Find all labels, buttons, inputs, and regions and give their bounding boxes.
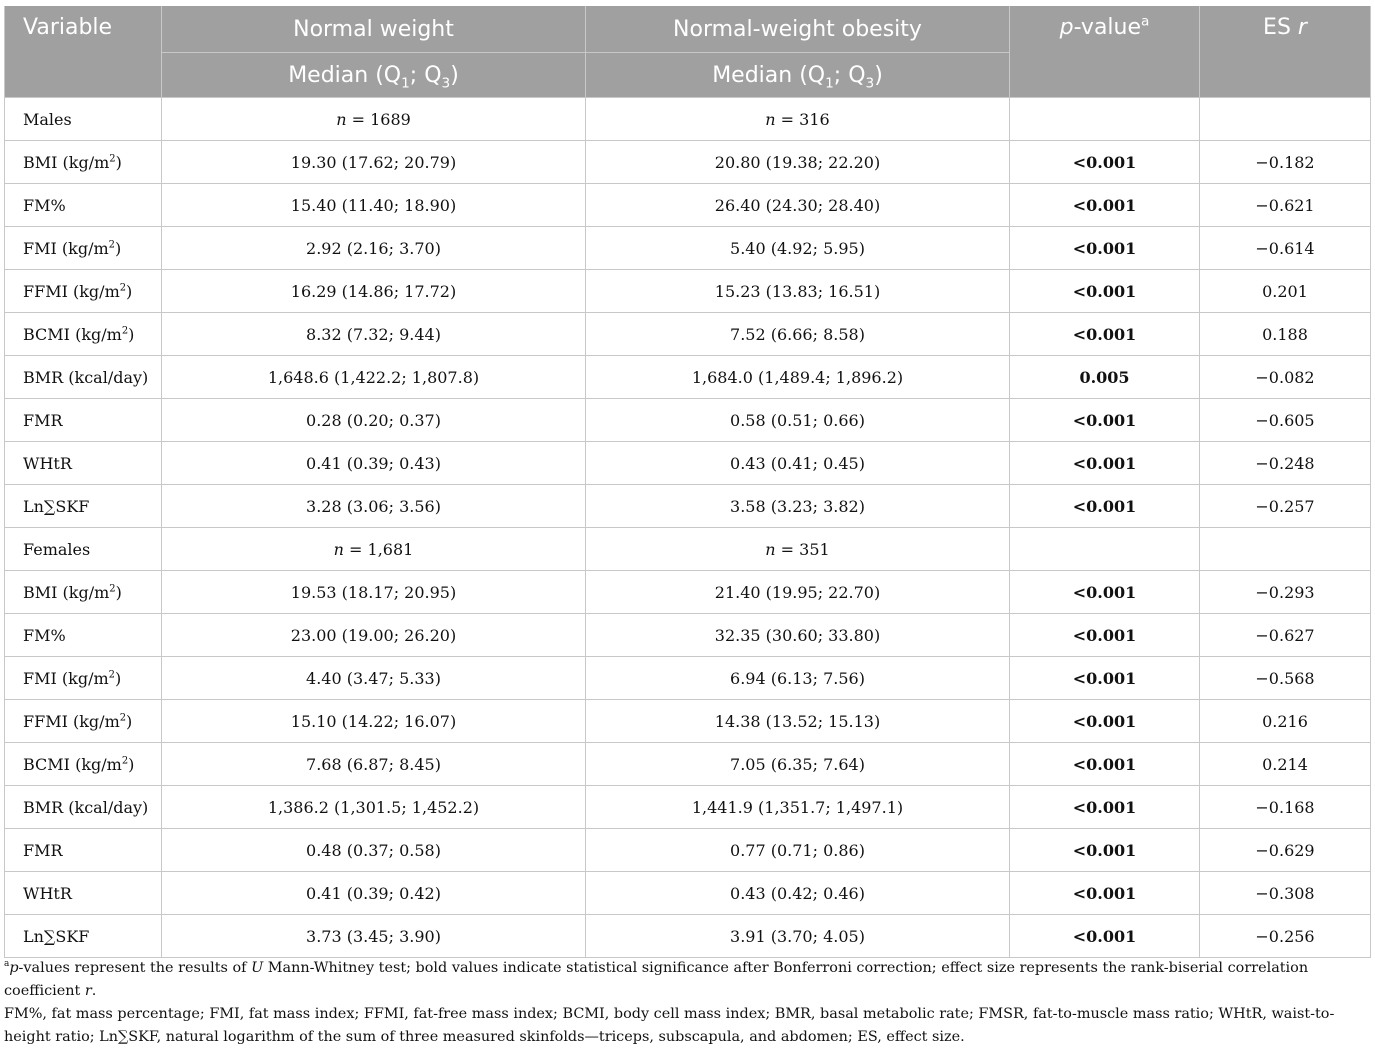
normal-weight-value: 0.41 (0.39; 0.43): [162, 442, 586, 485]
p-value: <0.001: [1010, 743, 1200, 786]
table-header: [5, 6, 1371, 98]
table-row: [5, 184, 1371, 227]
normal-weight-value: 15.10 (14.22; 16.07): [162, 700, 586, 743]
effect-size: −0.308: [1200, 872, 1371, 915]
variable-name: BMI $(kg/m^2)$: [5, 571, 162, 614]
effect-size: −0.568: [1200, 657, 1371, 700]
variable-name: BMR (kcal/day): [5, 786, 162, 829]
effect-size: 0.214: [1200, 743, 1371, 786]
nwo-value: 3.58 (3.23; 3.82): [586, 485, 1010, 528]
effect-size: −0.293: [1200, 571, 1371, 614]
table-row: [5, 399, 1371, 442]
p-value: <0.001: [1010, 227, 1200, 270]
p-value: <0.001: [1010, 571, 1200, 614]
empty-cell: [1200, 98, 1371, 141]
normal-weight-value: 16.29 (14.86; 17.72): [162, 270, 586, 313]
variable-name: FM%: [5, 614, 162, 657]
results-table-container: [4, 6, 1370, 958]
nwo-value: 0.43 (0.41; 0.45): [586, 442, 1010, 485]
section-label: Males: [5, 98, 162, 141]
table-row: [5, 485, 1371, 528]
header-variable: Variable: [5, 6, 162, 98]
sample-size: n = 316: [586, 98, 1010, 141]
normal-weight-value: 7.68 (6.87; 8.45): [162, 743, 586, 786]
normal-weight-value: 2.92 (2.16; 3.70): [162, 227, 586, 270]
p-value: <0.001: [1010, 485, 1200, 528]
header-median-nw: Median ($Q_1$; $Q_3$): [162, 53, 586, 98]
variable-name: BMI $(kg/m^2)$: [5, 141, 162, 184]
normal-weight-value: 0.48 (0.37; 0.58): [162, 829, 586, 872]
table-row: [5, 270, 1371, 313]
nwo-value: 0.58 (0.51; 0.66): [586, 399, 1010, 442]
sample-size: n = 1689: [162, 98, 586, 141]
table-row: [5, 227, 1371, 270]
normal-weight-value: 0.41 (0.39; 0.42): [162, 872, 586, 915]
effect-size: −0.627: [1200, 614, 1371, 657]
variable-name: FMR: [5, 399, 162, 442]
header-p-value: p-value$^a$: [1010, 6, 1200, 98]
footnote-line-1: $^a$p-values represent the results of U Mann-Whitney test; bold values indicate statistical significance after Bonferroni correction; effect size represents the rank-biserial correlation coefficient r.: [4, 959, 1309, 999]
sample-size: n = 351: [586, 528, 1010, 571]
table-row: [5, 657, 1371, 700]
effect-size: −0.605: [1200, 399, 1371, 442]
variable-name: FMI $(kg/m^2)$: [5, 227, 162, 270]
nwo-value: 15.23 (13.83; 16.51): [586, 270, 1010, 313]
nwo-value: 20.80 (19.38; 22.20): [586, 141, 1010, 184]
nwo-value: 1,684.0 (1,489.4; 1,896.2): [586, 356, 1010, 399]
p-value: <0.001: [1010, 614, 1200, 657]
footnote-abbreviations: FM%, fat mass percentage; FMI, fat mass index; FFMI, fat-free mass index; BCMI, body cell mass index; BMR, basal metabolic rate; FMSR, fat-to-muscle mass ratio; WHtR, waist-to-height ratio; Ln∑SKF, natural logarithm of the sum of three measured skinfolds—triceps, subscapula, and abdomen; ES, effect size.: [4, 1006, 1335, 1045]
nwo-value: 5.40 (4.92; 5.95): [586, 227, 1010, 270]
p-value: <0.001: [1010, 657, 1200, 700]
p-value: <0.001: [1010, 184, 1200, 227]
effect-size: −0.614: [1200, 227, 1371, 270]
effect-size: 0.188: [1200, 313, 1371, 356]
normal-weight-value: 3.73 (3.45; 3.90): [162, 915, 586, 958]
variable-name: BCMI $(kg/m^2)$: [5, 743, 162, 786]
p-value: <0.001: [1010, 270, 1200, 313]
p-value: 0.005: [1010, 356, 1200, 399]
table-row: [5, 356, 1371, 399]
effect-size: 0.201: [1200, 270, 1371, 313]
table-row: [5, 571, 1371, 614]
nwo-value: 0.43 (0.42; 0.46): [586, 872, 1010, 915]
table-row: [5, 872, 1371, 915]
effect-size: −0.182: [1200, 141, 1371, 184]
table-row: [5, 614, 1371, 657]
normal-weight-value: 0.28 (0.20; 0.37): [162, 399, 586, 442]
header-normal-weight: Normal weight: [162, 6, 586, 53]
effect-size: −0.256: [1200, 915, 1371, 958]
variable-name: WHtR: [5, 442, 162, 485]
variable-name: WHtR: [5, 872, 162, 915]
effect-size: −0.082: [1200, 356, 1371, 399]
p-value: <0.001: [1010, 872, 1200, 915]
table-row: [5, 829, 1371, 872]
nwo-value: 14.38 (13.52; 15.13): [586, 700, 1010, 743]
normal-weight-value: 23.00 (19.00; 26.20): [162, 614, 586, 657]
header-median-nwo: Median ($Q_1$; $Q_3$): [586, 53, 1010, 98]
effect-size: −0.629: [1200, 829, 1371, 872]
normal-weight-value: 8.32 (7.32; 9.44): [162, 313, 586, 356]
variable-name: FFMI $(kg/m^2)$: [5, 270, 162, 313]
empty-cell: [1200, 528, 1371, 571]
effect-size: −0.168: [1200, 786, 1371, 829]
nwo-value: 1,441.9 (1,351.7; 1,497.1): [586, 786, 1010, 829]
effect-size: 0.216: [1200, 700, 1371, 743]
variable-name: BMR (kcal/day): [5, 356, 162, 399]
table-footnote: [4, 957, 1370, 1049]
variable-name: FFMI $(kg/m^2)$: [5, 700, 162, 743]
normal-weight-value: 1,386.2 (1,301.5; 1,452.2): [162, 786, 586, 829]
p-value: <0.001: [1010, 141, 1200, 184]
nwo-value: 6.94 (6.13; 7.56): [586, 657, 1010, 700]
nwo-value: 0.77 (0.71; 0.86): [586, 829, 1010, 872]
variable-name: BCMI $(kg/m^2)$: [5, 313, 162, 356]
normal-weight-value: 3.28 (3.06; 3.56): [162, 485, 586, 528]
table-body: [5, 98, 1371, 958]
normal-weight-value: 19.30 (17.62; 20.79): [162, 141, 586, 184]
results-table: [4, 6, 1371, 958]
table-row: [5, 313, 1371, 356]
empty-cell: [1010, 528, 1200, 571]
table-row: [5, 700, 1371, 743]
p-value: <0.001: [1010, 399, 1200, 442]
table-row: [5, 786, 1371, 829]
nwo-value: 21.40 (19.95; 22.70): [586, 571, 1010, 614]
normal-weight-value: 4.40 (3.47; 5.33): [162, 657, 586, 700]
header-normal-weight-obesity: Normal-weight obesity: [586, 6, 1010, 53]
variable-name: Ln∑SKF: [5, 485, 162, 528]
table-row: [5, 743, 1371, 786]
normal-weight-value: 15.40 (11.40; 18.90): [162, 184, 586, 227]
normal-weight-value: 19.53 (18.17; 20.95): [162, 571, 586, 614]
section-row: [5, 528, 1371, 571]
table-row: [5, 442, 1371, 485]
effect-size: −0.621: [1200, 184, 1371, 227]
nwo-value: 3.91 (3.70; 4.05): [586, 915, 1010, 958]
p-value: <0.001: [1010, 442, 1200, 485]
header-effect-size: ES r: [1200, 6, 1371, 98]
effect-size: −0.257: [1200, 485, 1371, 528]
section-label: Females: [5, 528, 162, 571]
table-row: [5, 915, 1371, 958]
empty-cell: [1010, 98, 1200, 141]
variable-name: Ln∑SKF: [5, 915, 162, 958]
nwo-value: 7.52 (6.66; 8.58): [586, 313, 1010, 356]
nwo-value: 32.35 (30.60; 33.80): [586, 614, 1010, 657]
table-row: [5, 141, 1371, 184]
p-value: <0.001: [1010, 915, 1200, 958]
variable-name: FMR: [5, 829, 162, 872]
sample-size: n = 1,681: [162, 528, 586, 571]
effect-size: −0.248: [1200, 442, 1371, 485]
p-value: <0.001: [1010, 786, 1200, 829]
variable-name: FM%: [5, 184, 162, 227]
section-row: [5, 98, 1371, 141]
p-value: <0.001: [1010, 700, 1200, 743]
nwo-value: 26.40 (24.30; 28.40): [586, 184, 1010, 227]
normal-weight-value: 1,648.6 (1,422.2; 1,807.8): [162, 356, 586, 399]
variable-name: FMI $(kg/m^2)$: [5, 657, 162, 700]
p-value: <0.001: [1010, 313, 1200, 356]
p-value: <0.001: [1010, 829, 1200, 872]
nwo-value: 7.05 (6.35; 7.64): [586, 743, 1010, 786]
